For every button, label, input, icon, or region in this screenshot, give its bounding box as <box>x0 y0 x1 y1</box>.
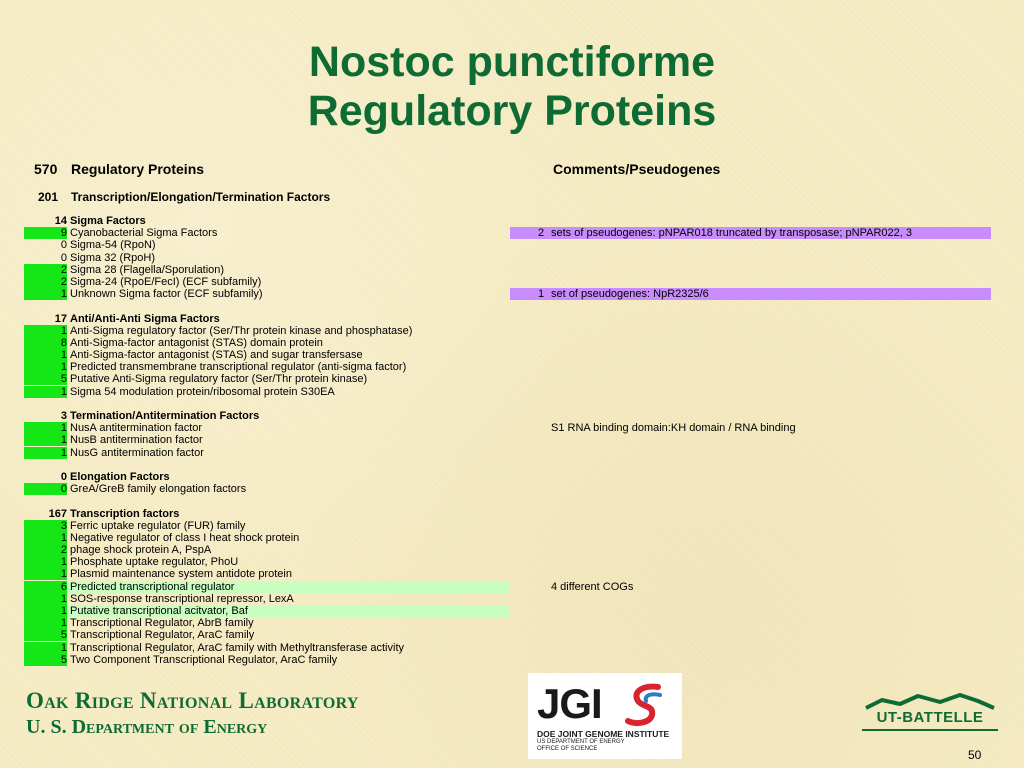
pseudogene-count: 1 <box>538 288 545 301</box>
protein-label: Putative Anti-Sigma regulatory factor (Ser/Thr protein kinase) <box>70 373 368 386</box>
slide-title <box>0 38 1024 136</box>
doe-name: U. S. Department of Energy <box>26 716 268 738</box>
protein-label: Transcriptional Regulator, AraC family <box>70 629 255 642</box>
table-row <box>24 605 994 617</box>
pseudogene-comment <box>510 227 991 239</box>
protein-count: 1 <box>60 361 67 374</box>
protein-label: SOS-response transcriptional repressor, LexA <box>70 592 294 605</box>
protein-label: Transcriptional Regulator, AbrB family <box>70 617 254 630</box>
table-row <box>24 629 994 641</box>
table-row <box>24 520 994 532</box>
protein-label: Sigma 54 modulation protein/ribosomal protein S30EA <box>70 385 335 398</box>
protein-count: 0 <box>60 470 67 483</box>
category-label: Anti/Anti-Anti Sigma Factors <box>70 312 220 325</box>
spacer-row <box>24 398 994 410</box>
table-row <box>24 544 994 556</box>
pseudogene-text: sets of pseudogenes: pNPAR018 truncated by transposase; pNPAR022, 3 <box>551 227 912 240</box>
section-label: Transcription/Elongation/Termination Factors <box>71 190 331 204</box>
comment: 4 different COGs <box>551 580 634 593</box>
protein-count: 17 <box>54 312 67 325</box>
table-row <box>24 422 994 434</box>
table-row <box>24 581 994 593</box>
protein-label: Sigma-54 (RpoN) <box>70 239 156 252</box>
protein-count: 1 <box>60 617 67 630</box>
protein-count: 1 <box>60 556 67 569</box>
category-row <box>24 508 994 520</box>
table-row <box>24 349 994 361</box>
protein-count: 5 <box>60 629 67 642</box>
table-row <box>24 325 994 337</box>
protein-label: Unknown Sigma factor (ECF subfamily) <box>70 288 263 301</box>
protein-count: 1 <box>60 422 67 435</box>
protein-count: 1 <box>60 434 67 447</box>
protein-count: 5 <box>60 653 67 666</box>
category-label: Sigma Factors <box>70 215 146 227</box>
spacer-row <box>24 459 994 471</box>
protein-label: Negative regulator of class I heat shock protein <box>70 531 300 544</box>
protein-label: NusG antitermination factor <box>70 446 204 459</box>
jgi-swoosh-icon <box>624 683 664 727</box>
category-row <box>24 215 994 227</box>
ut-battelle-logo <box>860 692 1000 734</box>
pseudogene-text: set of pseudogenes: NpR2325/6 <box>551 288 709 301</box>
table-row <box>24 556 994 568</box>
table-row <box>24 617 994 629</box>
total-label: Regulatory Proteins <box>71 161 205 177</box>
jgi-logo <box>528 673 682 759</box>
protein-count: 2 <box>60 263 67 276</box>
protein-label: Two Component Transcriptional Regulator, AraC family <box>70 653 338 666</box>
protein-count: 9 <box>60 227 67 240</box>
total-count: 570 <box>34 161 58 177</box>
section-count: 201 <box>38 190 59 204</box>
ut-battelle-text: UT-BATTELLE <box>876 709 984 726</box>
protein-count: 8 <box>60 336 67 349</box>
category-row <box>24 410 994 422</box>
protein-count: 2 <box>60 275 67 288</box>
spacer-row <box>24 300 994 312</box>
protein-count: 3 <box>60 410 67 422</box>
protein-label: Sigma-24 (RpoE/FecI) (ECF subfamily) <box>70 275 262 288</box>
comments-header: Comments/Pseudogenes <box>553 161 721 177</box>
protein-label: GreA/GreB family elongation factors <box>70 483 247 496</box>
protein-label: Anti-Sigma regulatory factor (Ser/Thr protein kinase and phosphatase) <box>70 324 413 337</box>
protein-label: Anti-Sigma-factor antagonist (STAS) domain protein <box>70 336 323 349</box>
table-row <box>24 532 994 544</box>
title-line-2: Regulatory Proteins <box>307 87 717 135</box>
protein-label: Anti-Sigma-factor antagonist (STAS) and sugar transfersase <box>70 349 363 362</box>
protein-label: Putative transcriptional acitvator, Baf <box>70 605 248 617</box>
protein-label: Phosphate uptake regulator, PhoU <box>70 556 239 569</box>
protein-count: 0 <box>60 251 67 264</box>
pseudogene-count: 2 <box>538 227 545 240</box>
jgi-full-name: DOE JOINT GENOME INSTITUTE <box>537 729 670 739</box>
protein-count: 3 <box>60 519 67 532</box>
table-row <box>24 642 994 654</box>
table-row <box>24 276 994 288</box>
table-row <box>24 288 994 300</box>
protein-label: Transcriptional Regulator, AraC family with Methyltransferase activity <box>70 641 404 654</box>
protein-label: Sigma 28 (Flagella/Sporulation) <box>70 263 225 276</box>
jgi-office: OFFICE OF SCIENCE <box>537 746 598 752</box>
protein-count: 1 <box>60 349 67 362</box>
category-row <box>24 471 994 483</box>
table-row <box>24 447 994 459</box>
spacer-row <box>24 495 994 507</box>
protein-count: 1 <box>60 531 67 544</box>
table-row <box>24 239 994 251</box>
protein-count: 1 <box>60 446 67 459</box>
protein-count: 14 <box>54 215 67 227</box>
protein-label: Cyanobacterial Sigma Factors <box>70 227 218 240</box>
table-row <box>24 654 994 666</box>
protein-count: 6 <box>60 580 67 593</box>
protein-count: 2 <box>60 544 67 557</box>
protein-label: NusB antitermination factor <box>70 434 203 447</box>
table-row <box>24 593 994 605</box>
ornl-name: Oak Ridge National Laboratory <box>26 688 359 713</box>
protein-count: 1 <box>60 592 67 605</box>
table-row <box>24 568 994 580</box>
table-row <box>24 434 994 446</box>
page-number: 50 <box>968 748 982 762</box>
title-line-1: Nostoc punctiforme <box>308 38 716 86</box>
jgi-doe: US DEPARTMENT OF ENERGY <box>537 739 625 745</box>
table-row <box>24 361 994 373</box>
table-row <box>24 227 994 239</box>
category-row <box>24 313 994 325</box>
table-row <box>24 373 994 385</box>
protein-label: Plasmid maintenance system antidote protein <box>70 568 292 581</box>
protein-label: Sigma 32 (RpoH) <box>70 251 155 264</box>
table-row <box>24 252 994 264</box>
category-label: Termination/Antitermination Factors <box>70 410 260 422</box>
protein-table <box>24 215 994 666</box>
protein-label: Predicted transcriptional regulator <box>70 580 235 593</box>
protein-label: NusA antitermination factor <box>70 422 203 435</box>
protein-count: 0 <box>60 483 67 496</box>
protein-count: 1 <box>60 568 67 581</box>
table-row <box>24 386 994 398</box>
category-label: Elongation Factors <box>70 470 170 483</box>
protein-count: 1 <box>60 641 67 654</box>
protein-label: Ferric uptake regulator (FUR) family <box>70 519 246 532</box>
protein-label: Predicted transmembrane transcriptional regulator (anti-sigma factor) <box>70 361 407 374</box>
protein-count: 0 <box>60 239 67 252</box>
protein-count: 1 <box>60 605 67 617</box>
table-row <box>24 264 994 276</box>
protein-count: 1 <box>60 324 67 337</box>
comment: S1 RNA binding domain:KH domain / RNA binding <box>551 422 796 435</box>
pseudogene-comment <box>510 288 991 300</box>
protein-count: 1 <box>60 288 67 301</box>
protein-count: 167 <box>48 507 67 520</box>
protein-count: 1 <box>60 385 67 398</box>
table-row <box>24 337 994 349</box>
category-label: Transcription factors <box>70 507 180 520</box>
jgi-logo-text: JGI <box>537 680 602 727</box>
protein-count: 5 <box>60 373 67 386</box>
table-row <box>24 483 994 495</box>
protein-label: phage shock protein A, PspA <box>70 544 212 557</box>
